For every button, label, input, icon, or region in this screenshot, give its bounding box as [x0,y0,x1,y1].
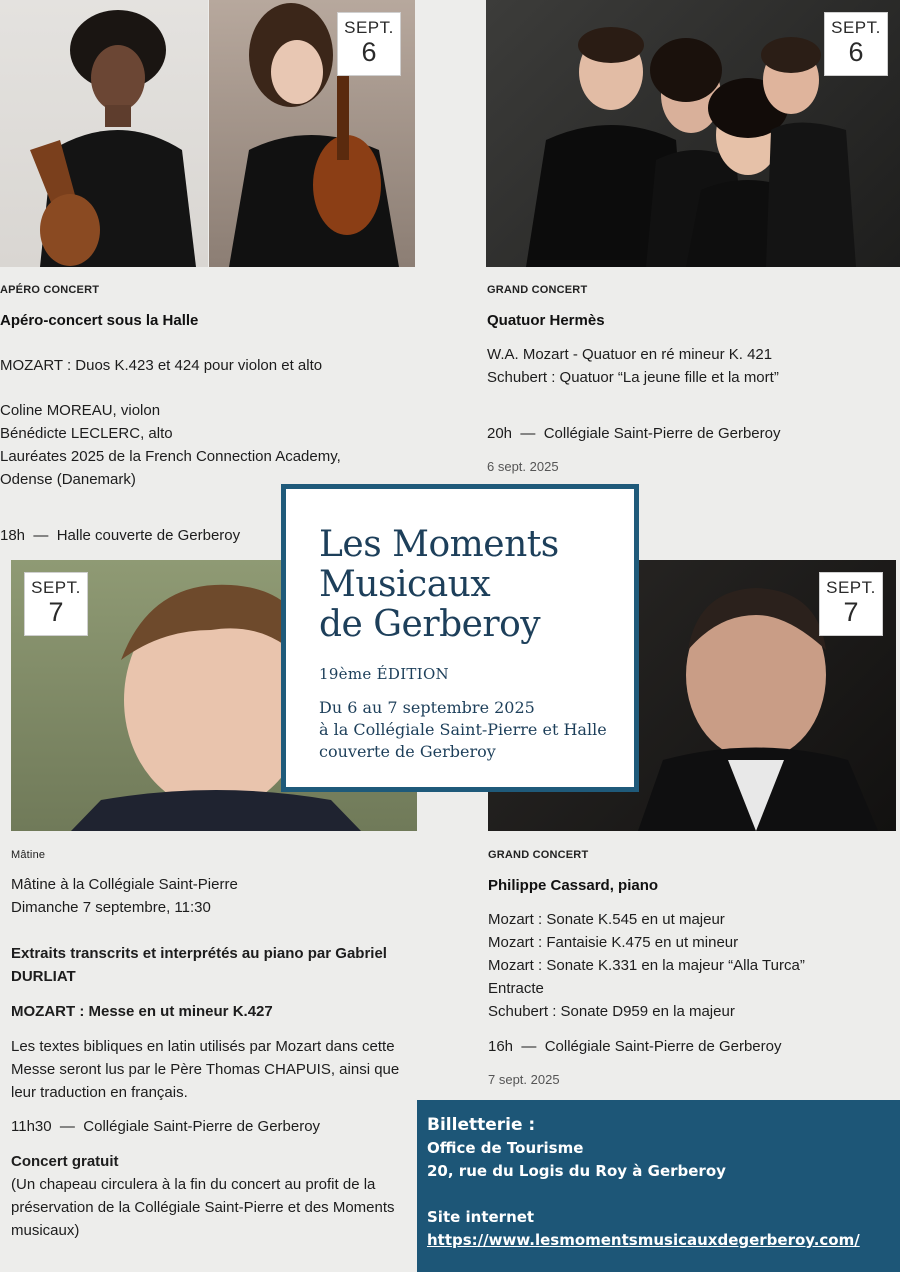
festival-card [281,484,639,792]
event-title [11,873,238,919]
program-line: Mozart : Fantaisie K.475 en ut mineur [488,934,739,951]
performer-line: Coline MOREAU, violon [0,402,161,419]
program-line: W.A. Mozart - Quatuor en ré mineur K. 421 [487,346,773,363]
event-free: Concert gratuit [11,1153,119,1170]
event-mass: MOZART : Messe en ut mineur K.427 [11,1003,273,1020]
performer-line: Odense (Danemark) [0,471,136,488]
date-badge-e2 [824,12,888,76]
program-line: Schubert : Quatuor “La jeune fille et la mort” [487,369,779,386]
date-month: SEPT. [831,18,881,37]
program-line: Mozart : Sonate K.331 en la majeur “Alla Turca” [488,957,805,974]
festival-edition: 19ème ÉDITION [319,665,449,683]
date-badge-e1 [337,12,401,76]
program-line: Mozart : Sonate K.545 en ut majeur [488,911,725,928]
event-title: Philippe Cassard, piano [488,877,659,894]
event-program [488,908,805,1023]
event-program [487,343,779,389]
date-day: 7 [48,597,64,627]
event-extract: Extraits transcrits et interprétés au piano par Gabriel DURLIAT [11,945,387,985]
ticketing-heading: Billetterie : [427,1115,536,1135]
event-program: MOZART : Duos K.423 et 424 pour violon et alto [0,357,323,374]
performer-line: Lauréates 2025 de la French Connection Academy, [0,448,341,465]
date-badge-e4 [819,572,883,636]
date-badge-e3 [24,572,88,636]
event-title: Quatuor Hermès [487,312,605,329]
event-time-place: 16h — Collégiale Saint-Pierre de Gerberoy [488,1038,782,1055]
ticketing-address: 20, rue du Logis du Roy à Gerberoy [427,1162,726,1180]
ticketing-site-label: Site internet [427,1208,535,1226]
festival-dates [319,697,619,763]
festival-title-line: Les Moments [319,524,559,565]
festival-title-line: de Gerberoy [319,604,541,645]
date-day: 6 [361,37,377,67]
program-line: Schubert : Sonate D959 en la majeur [488,1003,735,1020]
event-date-text: 7 sept. 2025 [488,1072,560,1087]
ticketing-office: Office de Tourisme [427,1139,584,1157]
date-month: SEPT. [826,578,876,597]
event-time-place: 11h30 — Collégiale Saint-Pierre de Gerberoy [11,1118,321,1135]
date-month: SEPT. [344,18,394,37]
event-tag: GRAND CONCERT [488,849,589,861]
event-date-text: 6 sept. 2025 [487,459,559,474]
date-day: 6 [848,37,864,67]
event-time-place: 20h — Collégiale Saint-Pierre de Gerberoy [487,425,781,442]
event-tag: APÉRO CONCERT [0,284,100,296]
event-time-place: 18h — Halle couverte de Gerberoy [0,527,241,544]
date-day: 7 [843,597,859,627]
festival-title [319,525,559,645]
ticketing-box [417,1100,900,1272]
program-line: Entracte [488,980,544,997]
event-performers [0,399,341,491]
festival-title-line: Musicaux [319,564,491,605]
date-month: SEPT. [31,578,81,597]
website-link[interactable]: https://www.lesmomentsmusicauxdegerberoy.com/ [427,1231,860,1249]
festival-dates-line: à la Collégiale Saint-Pierre et Halle [319,720,607,739]
event-title-line: Dimanche 7 septembre, 11:30 [11,899,211,916]
event-title-line: Mâtine à la Collégiale Saint-Pierre [11,876,238,893]
festival-dates-line: Du 6 au 7 septembre 2025 [319,698,535,717]
event-title: Apéro-concert sous la Halle [0,312,199,329]
festival-dates-line: couverte de Gerberoy [319,742,496,761]
event-description: Les textes bibliques en latin utilisés par Mozart dans cette Messe seront lus par le Père Thomas CHAPUIS, ainsi que leur traduction en français. [11,1038,400,1101]
event-free-note: (Un chapeau circulera à la fin du concert au profit de la préservation de la Collégiale Saint-Pierre et des Moments musicaux) [11,1176,395,1239]
event-tag: GRAND CONCERT [487,284,588,296]
photo-violinist-1 [0,0,208,267]
performer-line: Bénédicte LECLERC, alto [0,425,173,442]
event-tag: Mâtine [11,849,46,861]
